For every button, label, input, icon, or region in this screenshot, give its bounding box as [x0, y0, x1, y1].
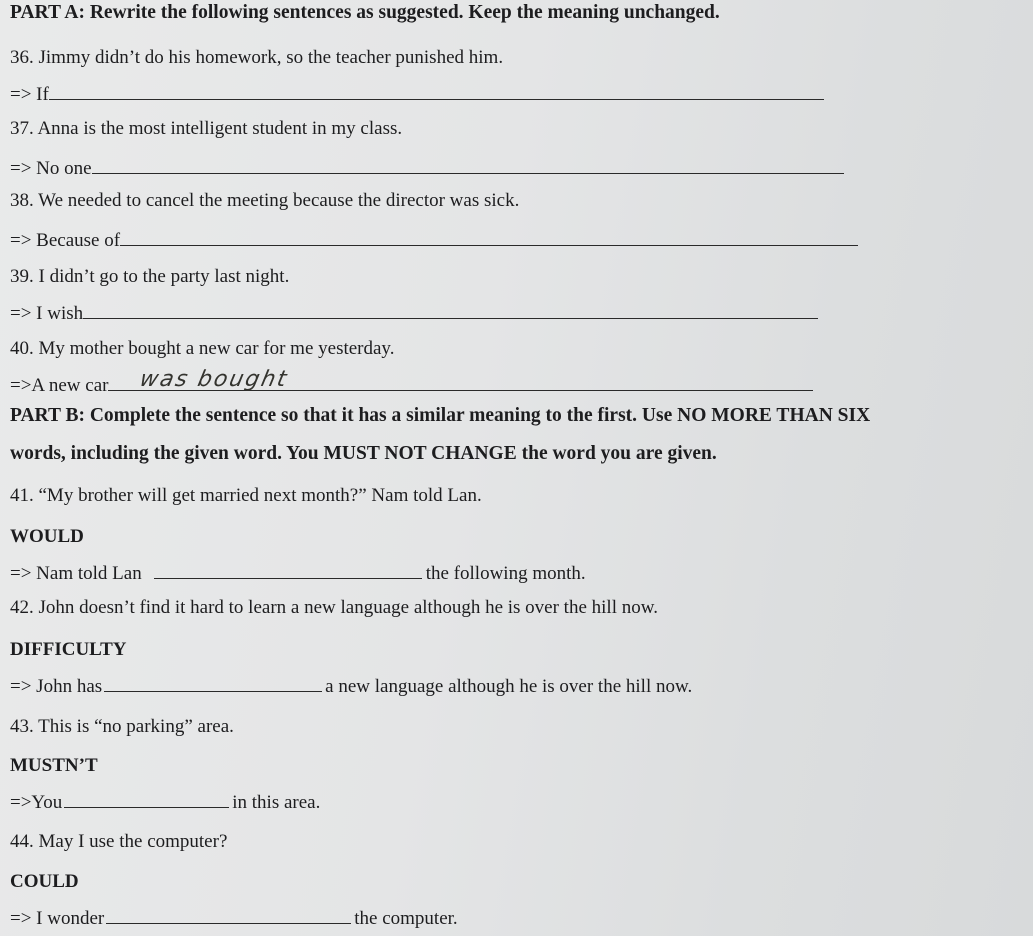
part-a-heading: PART A: Rewrite the following sentences as suggested. Keep the meaning unchanged.	[10, 2, 720, 23]
question-41: 41. “My brother will get married next month?” Nam told Lan.	[10, 485, 482, 506]
question-39: 39. I didn’t go to the party last night.	[10, 266, 290, 287]
keyword-41: WOULD	[10, 526, 84, 547]
answer-suffix-42: a new language although he is over the hill now.	[325, 676, 693, 697]
answer-line-43	[10, 792, 320, 814]
answer-line-40	[10, 367, 813, 397]
answer-blank-42[interactable]	[104, 676, 322, 692]
question-36: 36. Jimmy didn’t do his homework, so the teacher punished him.	[10, 47, 504, 68]
answer-prompt-42: => John has	[10, 676, 103, 697]
question-40: 40. My mother bought a new car for me yesterday.	[10, 338, 395, 359]
answer-blank-38[interactable]	[120, 230, 858, 246]
question-44: 44. May I use the computer?	[10, 831, 228, 852]
answer-prompt-37: => No one	[10, 158, 92, 179]
answer-suffix-41: the following month.	[425, 563, 586, 584]
answer-line-39	[10, 303, 818, 325]
answer-blank-43[interactable]	[64, 792, 229, 808]
answer-suffix-44: the computer.	[354, 908, 458, 929]
answer-line-37	[10, 158, 844, 180]
part-b-heading-line1: PART B: Complete the sentence so that it has a similar meaning to the first. Use NO MORE THAN SIX	[10, 405, 871, 426]
question-43: 43. This is “no parking” area.	[10, 716, 234, 737]
answer-line-42	[10, 676, 692, 698]
answer-suffix-43: in this area.	[232, 792, 321, 813]
keyword-42: DIFFICULTY	[10, 639, 127, 660]
answer-line-38	[10, 230, 858, 252]
answer-prompt-43: =>You	[10, 792, 63, 813]
answer-blank-41[interactable]	[154, 563, 422, 579]
answer-prompt-39: => I wish	[10, 303, 84, 324]
question-42: 42. John doesn’t find it hard to learn a new language although he is over the hill now.	[10, 597, 658, 618]
answer-line-36	[10, 84, 824, 106]
answer-prompt-40: =>A new car	[10, 375, 109, 396]
keyword-43: MUSTN’T	[10, 755, 98, 776]
answer-blank-44[interactable]	[106, 908, 351, 924]
answer-blank-36[interactable]	[49, 84, 824, 100]
answer-prompt-44: => I wonder	[10, 908, 105, 929]
answer-prompt-41: => Nam told Lan	[10, 563, 142, 584]
answer-prompt-36: => If	[10, 84, 49, 105]
answer-line-41	[10, 563, 586, 585]
answer-prompt-38: => Because of	[10, 230, 121, 251]
keyword-44: COULD	[10, 871, 79, 892]
answer-line-44	[10, 908, 458, 930]
answer-blank-37[interactable]	[92, 158, 844, 174]
question-37: 37. Anna is the most intelligent student in my class.	[10, 118, 403, 139]
handwritten-answer-40: was bought	[137, 367, 291, 392]
question-38: 38. We needed to cancel the meeting because the director was sick.	[10, 190, 520, 211]
part-b-heading-line2: words, including the given word. You MUST NOT CHANGE the word you are given.	[10, 443, 717, 464]
answer-blank-39[interactable]	[83, 303, 818, 319]
